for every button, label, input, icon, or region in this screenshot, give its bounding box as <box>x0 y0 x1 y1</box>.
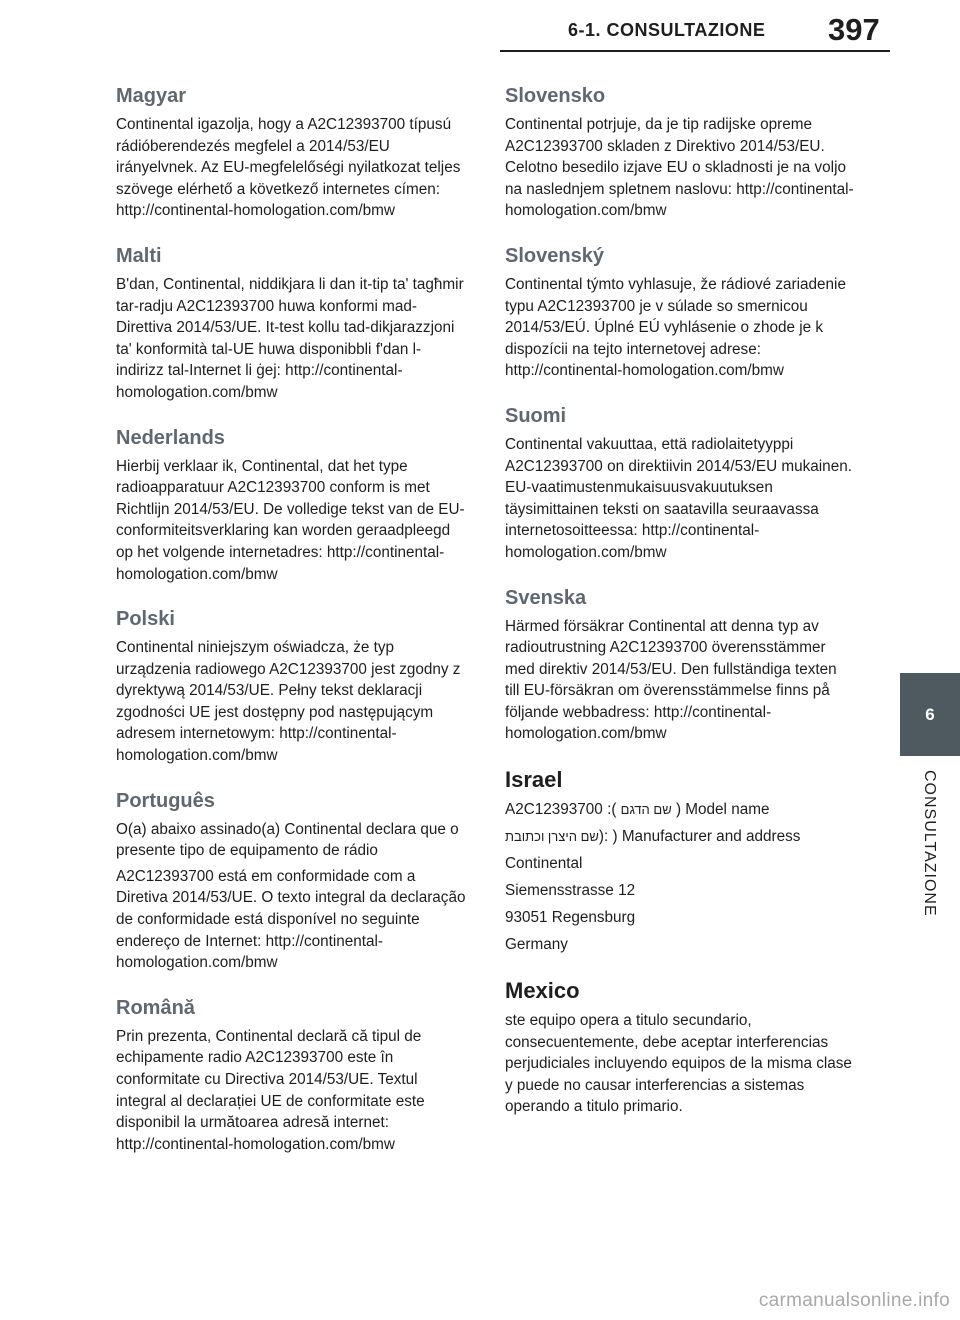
section-paragraph: Hierbij verklaar ik, Continental, dat het type radioapparatuur A2C12393700 conform is met Richtlijn 2014/53/EU. De volledige tekst van de EU-conformiteitsverklaring kan worden geraadpleegd op het volgende internetadres: http://continental-homologation.com/bmw <box>116 457 465 583</box>
chapter-tab-number: 6 <box>925 704 935 724</box>
section-heading: Português <box>116 789 215 812</box>
section-paragraph: ste equipo opera a titulo secundario, consecuentemente, debe aceptar interferencias perjudiciales incluyendo equipos de la misma clase y puede no causar interferencias a sistemas operando a titulo primario. <box>505 1012 852 1116</box>
section-heading: Svenska <box>505 586 587 609</box>
chapter-side-label: CONSULTAZIONE <box>921 770 938 917</box>
section-paragraph: O(a) abaixo assinado(a) Continental declara que o presente tipo de equipamento de rádio <box>116 820 459 860</box>
section-israel <box>505 767 855 956</box>
section-paragraph: A2C12393700 está em conformidade com a Diretiva 2014/53/UE. O texto integral da declaração de conformidade está disponível no seguinte endereço de Internet: http://continental-homologation.com/bmw <box>116 867 466 972</box>
section-malti <box>116 244 466 404</box>
section-magyar <box>116 84 466 222</box>
section-romana <box>116 996 466 1156</box>
section-polski <box>116 607 466 767</box>
section-heading: Polski <box>116 608 175 631</box>
section-heading: Israel <box>505 767 563 793</box>
section-paragraph: Prin prezenta, Continental declară că tipul de echipamente radio A2C12393700 este în conformitate cu Directiva 2014/53/UE. Textul integral al declarației UE de conformitate este disponibil la următoarea adresă internet: http://continental-homologation.com/bmw <box>116 1027 425 1153</box>
section-paragraph: Continental vakuuttaa, että radiolaitetyyppi A2C12393700 on direktiivin 2014/53/EU mukainen. EU-vaatimustenmukaisuusvakuutuksen täysimittainen teksti on saatavilla seuraavassa internetosoitteessa: http://continental-homologation.com/bmw <box>505 435 852 561</box>
section-heading: Malti <box>116 244 162 267</box>
left-column <box>116 84 466 1177</box>
israel-manufacturer-hebrew: שם היצרן וכתובת <box>505 829 599 845</box>
israel-address-line: Siemensstrasse 12 <box>505 882 636 900</box>
section-heading: Magyar <box>116 85 187 107</box>
israel-model-suffix: ) Model name <box>675 801 770 819</box>
section-paragraph: Härmed försäkrar Continental att denna typ av radioutrustning A2C12393700 överensstämmer med direktiv 2014/53/EU. Den fullständiga texten till EU-försäkran om överensstämmelse finns på följande webbadress: http://continental-homologation.com/bmw <box>505 617 837 743</box>
section-paragraph: Continental niniejszym oświadcza, że typ urządzenia radiowego A2C12393700 jest zgodny z dyrektywą 2014/53/UE. Pełny tekst deklaracji zgodności UE jest dostępny pod następującym adresem internetowym: http://continental-homologation.com/bmw <box>116 639 461 765</box>
section-nederlands <box>116 426 466 586</box>
section-paragraph: Continental týmto vyhlasuje, že rádiové zariadenie typu A2C12393700 je v súlade so smernicou 2014/53/EÚ. Úplné EÚ vyhlásenie o zhode je k dispozícii na tejto internetovej adrese: http://continental-homologation.com/bmw <box>505 275 846 380</box>
section-suomi <box>505 404 855 564</box>
watermark: carmanualsonline.info <box>758 1290 950 1311</box>
chapter-title: 6-1. CONSULTAZIONE <box>568 20 766 40</box>
israel-address-line: Continental <box>505 855 583 873</box>
chapter-tab[interactable] <box>900 673 960 756</box>
page-number: 397 <box>828 12 880 47</box>
section-heading: Slovenský <box>505 244 604 267</box>
section-heading: Slovensko <box>505 85 606 107</box>
section-paragraph: Continental potrjuje, da je tip radijske opreme A2C12393700 skladen z Direktivo 2014/53/EU. Celotno besedilo izjave EU o skladnosti je na voljo na naslednjem spletnem naslovu: http://continental-homologation.com/bmw <box>505 116 854 220</box>
section-mexico <box>505 978 855 1118</box>
section-heading: Suomi <box>505 404 567 427</box>
israel-address-line: Germany <box>505 936 568 954</box>
section-slovensko <box>505 84 855 222</box>
israel-address-line: 93051 Regensburg <box>505 909 636 927</box>
section-paragraph: Continental igazolja, hogy a A2C12393700 típusú rádióberendezés megfelel a 2014/53/EU irányelvnek. Az EU-megfelelőségi nyilatkozat teljes szövege elérhető a következő internetes címen: http://continental-homologation.com/bmw <box>116 116 461 220</box>
israel-model-hebrew: שם הדגם <box>620 802 672 818</box>
section-heading: Română <box>116 996 195 1019</box>
section-portugues <box>116 789 466 974</box>
section-heading: Nederlands <box>116 426 225 449</box>
section-slovensky <box>505 244 855 382</box>
section-svenska <box>505 586 855 746</box>
section-heading: Mexico <box>505 978 580 1004</box>
header-rule <box>500 50 890 52</box>
right-column <box>505 84 855 1140</box>
section-paragraph: B'dan, Continental, niddikjara li dan it-tip ta' tagħmir tar-radju A2C12393700 huwa konformi mad-Direttiva 2014/53/UE. It-test kollu tad-dikjarazzjoni ta' konformità tal-UE huwa disponibbli f'dan l-indirizz tal-Internet li ġej: http://continental-homologation.com/bmw <box>116 275 464 401</box>
israel-model-prefix: A2C12393700 :( <box>505 801 617 819</box>
israel-model-line <box>505 799 855 821</box>
israel-manufacturer-suffix: ): ) Manufacturer and address <box>598 828 801 846</box>
israel-manufacturer-line <box>505 826 855 848</box>
